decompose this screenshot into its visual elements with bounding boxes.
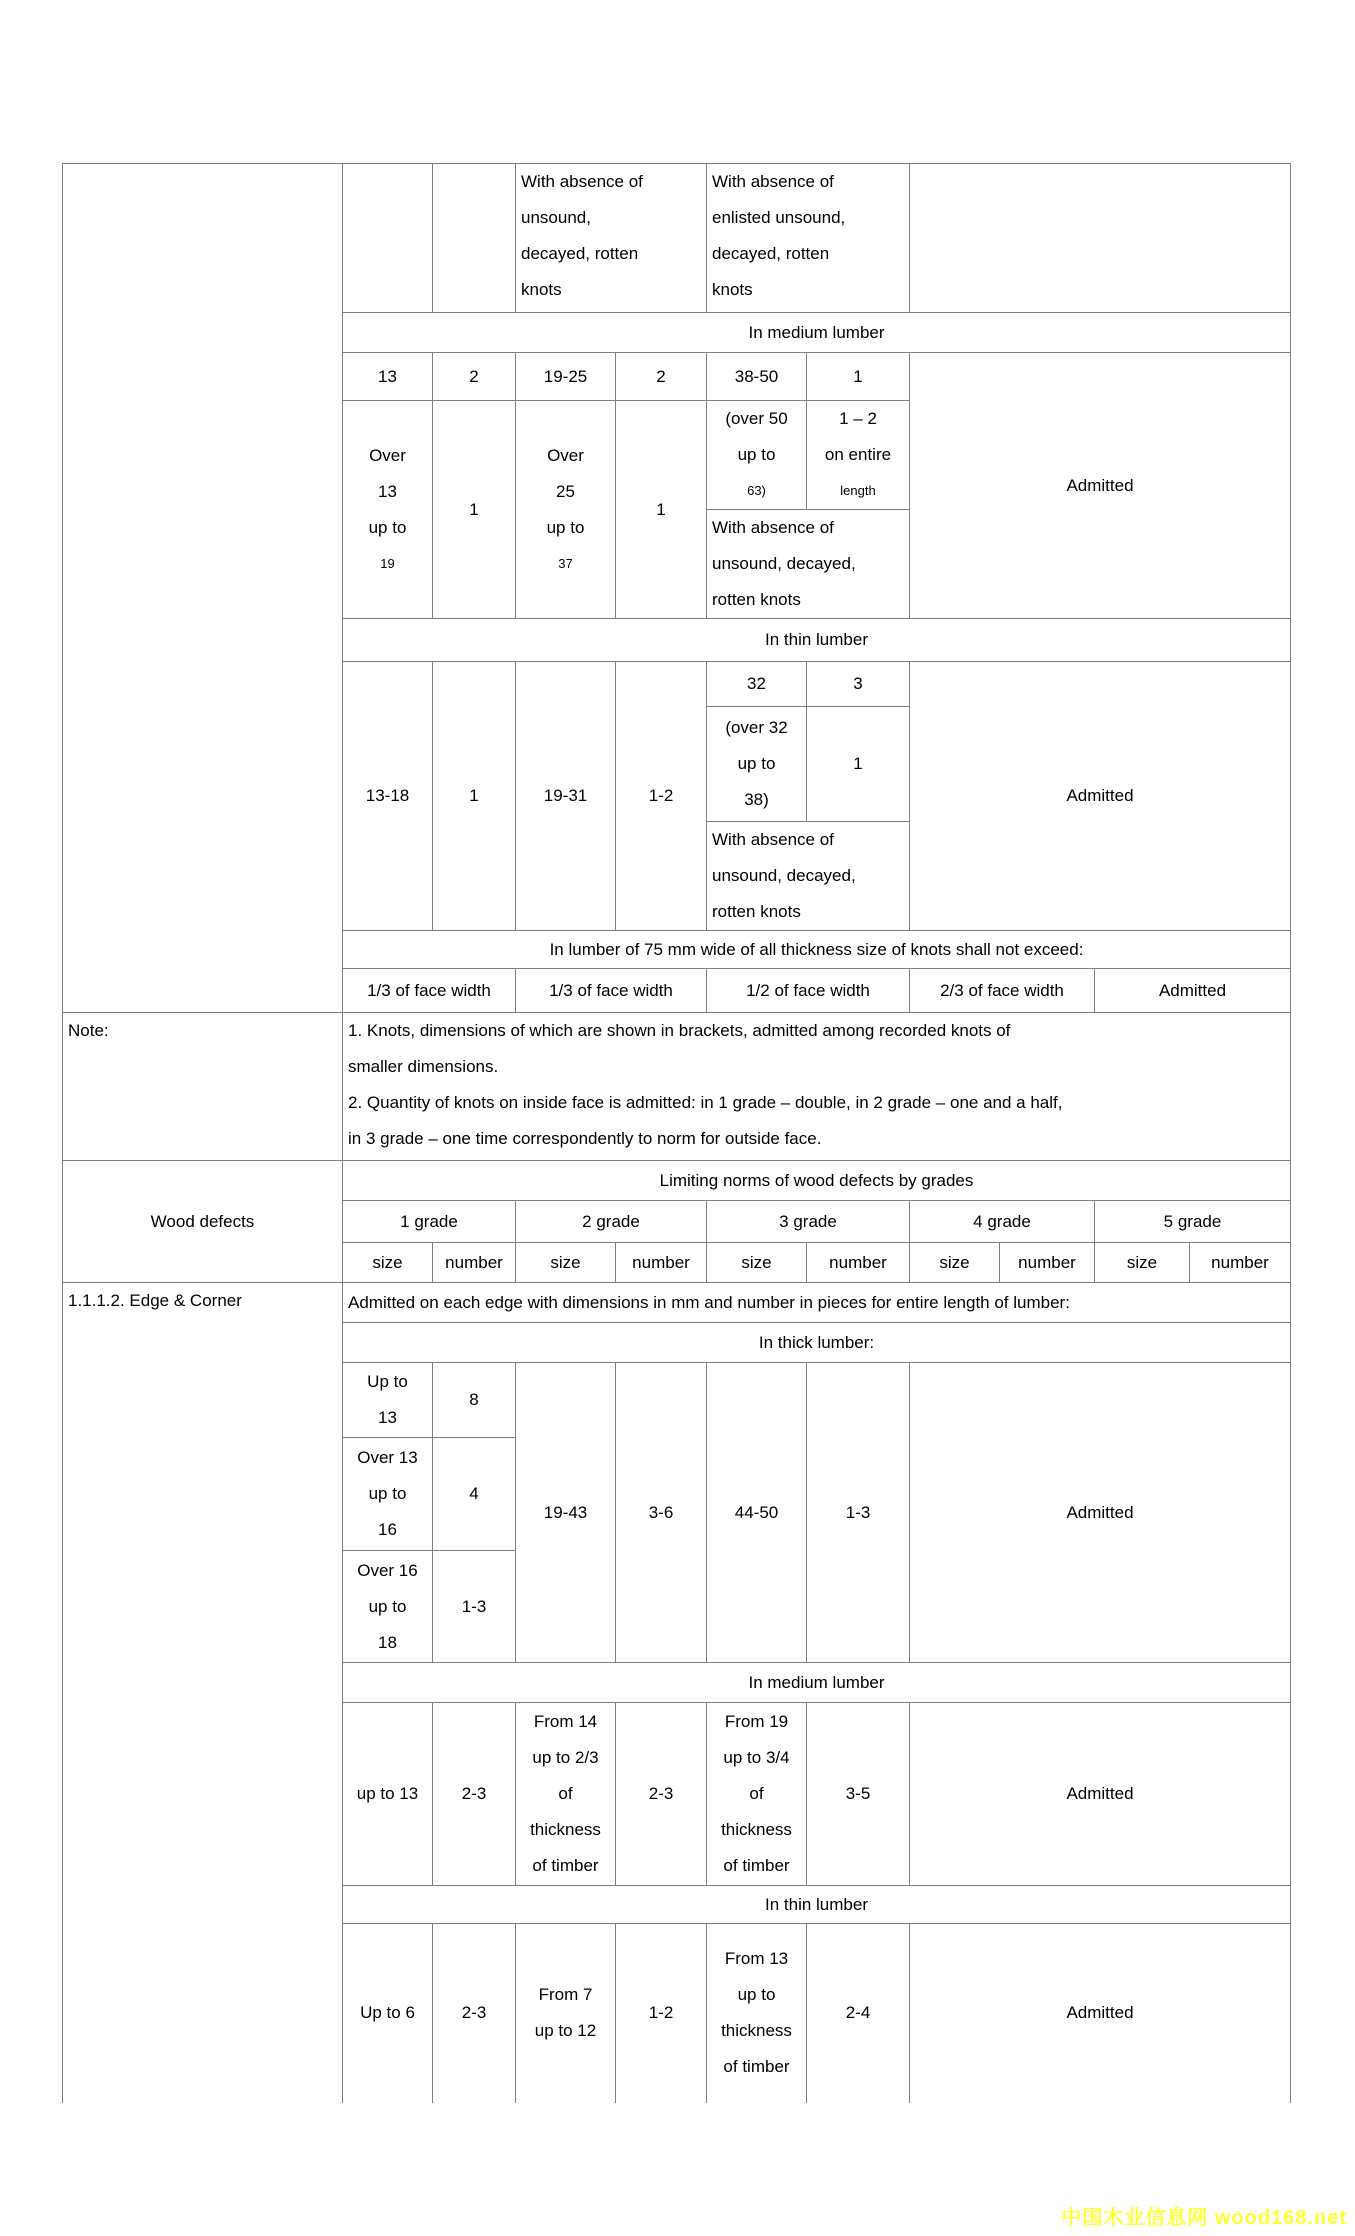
cell-line: With absence of	[712, 518, 834, 537]
table-cell: 1-2	[616, 662, 707, 931]
cell-line: From 14	[533, 1712, 598, 1731]
cell-line: smaller dimensions.	[348, 1057, 499, 1076]
table-cell	[707, 1703, 807, 1886]
cell-line: up to 12	[534, 2021, 597, 2041]
lumber-defects-table	[62, 163, 1291, 2103]
edge-corner-label: 1.1.1.2. Edge & Corner	[63, 1283, 343, 2103]
table-cell: 1	[433, 401, 516, 619]
cell-line: Up to	[367, 1372, 408, 1391]
table-cell: 4 grade	[910, 1201, 1095, 1243]
table-cell: 19-31	[516, 662, 616, 931]
table-cell: 38-50	[707, 353, 807, 401]
cell-line: up to	[737, 754, 776, 773]
cell-line: Over 16	[357, 1560, 418, 1580]
table-cell: 8	[433, 1363, 516, 1438]
section-header: In thin lumber	[343, 1886, 1291, 1924]
table-cell	[707, 164, 910, 313]
table-cell	[343, 1438, 433, 1551]
cell-line: of timber	[723, 1856, 790, 1875]
cell-line: 2. Quantity of knots on inside face is admitted: in 1 grade – double, in 2 grade – one and a half,	[348, 1093, 1063, 1112]
table-cell: Admitted	[910, 662, 1291, 931]
cell-line: With absence of	[712, 830, 834, 849]
cell-line: unsound,	[521, 208, 591, 227]
cell-line: of	[749, 1784, 764, 1803]
section-header: In thick lumber:	[343, 1323, 1291, 1363]
table-cell: 2/3 of face width	[910, 969, 1095, 1013]
table-cell: size	[707, 1243, 807, 1283]
cell-line: 16	[378, 1520, 397, 1539]
table-cell: 2	[433, 353, 516, 401]
table-cell: 19-25	[516, 353, 616, 401]
section-header: In medium lumber	[343, 1663, 1291, 1703]
cell-line: 63)	[747, 483, 766, 498]
cell-line: Over 13	[357, 1448, 418, 1467]
table-cell	[516, 401, 616, 619]
cell-line: 38)	[744, 790, 769, 809]
table-cell: 2-3	[433, 1924, 516, 2103]
cell-line: 25	[556, 481, 575, 501]
table-cell: Admitted	[910, 1924, 1291, 2103]
cell-line: of timber	[723, 2057, 790, 2077]
table-cell	[707, 707, 807, 822]
cell-line: enlisted unsound,	[712, 208, 846, 227]
table-cell: 5 grade	[1095, 1201, 1291, 1243]
cell-line: knots	[712, 280, 753, 299]
cell-line: on entire	[824, 445, 892, 464]
section-header: In thin lumber	[343, 619, 1291, 662]
table-cell: 3 grade	[707, 1201, 910, 1243]
table-cell: 1/3 of face width	[343, 969, 516, 1013]
cell-line: 37	[558, 555, 573, 571]
cell-line: Over	[547, 445, 584, 465]
cell-line: thickness	[530, 1820, 601, 1839]
table-cell: 1	[616, 401, 707, 619]
table-cell	[807, 401, 910, 510]
table-cell: 1-2	[616, 1924, 707, 2103]
cell-line: up to	[546, 517, 585, 537]
edge-corner-desc: Admitted on each edge with dimensions in mm and number in pieces for entire length of lumber:	[343, 1283, 1291, 1323]
table-cell: 1 grade	[343, 1201, 516, 1243]
table-cell: size	[1095, 1243, 1190, 1283]
cell-line: decayed, rotten	[712, 244, 830, 263]
cell-line: 18	[378, 1632, 397, 1652]
table-cell: Admitted	[910, 353, 1291, 619]
table-row	[63, 1283, 1291, 1323]
table-cell: 1/3 of face width	[516, 969, 707, 1013]
table-cell	[343, 164, 433, 313]
cell-line: rotten knots	[712, 902, 801, 921]
table-cell	[343, 1551, 433, 1663]
cell-line: From 7	[538, 1985, 593, 2005]
section-header: In lumber of 75 mm wide of all thickness size of knots shall not exceed:	[343, 931, 1291, 969]
cell-line: 19	[380, 555, 395, 571]
table-cell: 3-5	[807, 1703, 910, 1886]
table-cell: 2	[616, 353, 707, 401]
cell-line: rotten knots	[712, 590, 801, 609]
table-cell: Up to 6	[343, 1924, 433, 2103]
table-cell	[343, 401, 433, 619]
table-cell	[516, 1703, 616, 1886]
cell-line: in 3 grade – one time correspondently to norm for outside face.	[348, 1129, 822, 1148]
table-cell: 1/2 of face width	[707, 969, 910, 1013]
table-cell: 1-3	[807, 1363, 910, 1663]
cell-line: With absence of	[521, 172, 643, 191]
cell-line: (over 50	[725, 409, 788, 428]
cell-line: From 19	[724, 1712, 789, 1731]
cell-line: 13	[378, 481, 397, 501]
section-header: In medium lumber	[343, 313, 1291, 353]
table-cell: Admitted	[910, 1703, 1291, 1886]
cell-line: unsound, decayed,	[712, 866, 856, 885]
cell-line: up to	[368, 517, 407, 537]
table-cell: 19-43	[516, 1363, 616, 1663]
cell-line: knots	[521, 280, 562, 299]
section-header: Limiting norms of wood defects by grades	[343, 1161, 1291, 1201]
cell-line: length	[840, 483, 876, 498]
cell-line: (over 32	[725, 718, 788, 737]
table-row	[63, 1013, 1291, 1161]
table-cell	[343, 1363, 433, 1438]
cell-line: up to	[737, 445, 776, 464]
table-cell: Admitted	[910, 1363, 1291, 1663]
table-cell: number	[1000, 1243, 1095, 1283]
corner-blank-label	[63, 164, 343, 1013]
watermark-text: 中国木业信息网 wood168.net	[1061, 2207, 1347, 2229]
cell-line: up to	[368, 1596, 407, 1616]
cell-line: 13	[378, 1408, 397, 1427]
cell-line: thickness	[721, 1820, 792, 1839]
table-cell: 3-6	[616, 1363, 707, 1663]
table-cell: 2 grade	[516, 1201, 707, 1243]
table-cell: 2-3	[433, 1703, 516, 1886]
cell-line: up to 3/4	[723, 1748, 790, 1767]
table-cell: number	[1190, 1243, 1291, 1283]
cell-line: unsound, decayed,	[712, 554, 856, 573]
table-cell: number	[616, 1243, 707, 1283]
table-cell: 32	[707, 662, 807, 707]
table-cell	[910, 164, 1291, 313]
table-cell	[707, 1924, 807, 2103]
table-cell: number	[433, 1243, 516, 1283]
table-row	[63, 164, 1291, 313]
cell-line: From 13	[724, 1949, 789, 1969]
cell-line: Over	[369, 445, 406, 465]
cell-line: 1 – 2	[839, 409, 877, 428]
cell-line: of timber	[532, 1856, 599, 1875]
cell-line: thickness	[721, 2021, 792, 2041]
table-cell	[707, 822, 910, 931]
table-cell: 1-3	[433, 1551, 516, 1663]
table-cell: 3	[807, 662, 910, 707]
cell-line: of	[558, 1784, 573, 1803]
note-label: Note:	[63, 1013, 343, 1161]
table-cell: size	[343, 1243, 433, 1283]
cell-line: up to 2/3	[532, 1748, 599, 1767]
table-row	[63, 1161, 1291, 1201]
table-cell: 13	[343, 353, 433, 401]
table-cell: number	[807, 1243, 910, 1283]
table-cell: 1	[807, 353, 910, 401]
table-cell: size	[516, 1243, 616, 1283]
cell-line: decayed, rotten	[521, 244, 639, 263]
table-cell: 2-3	[616, 1703, 707, 1886]
table-cell: Admitted	[1095, 969, 1291, 1013]
cell-line: up to	[368, 1484, 407, 1503]
table-cell: up to 13	[343, 1703, 433, 1886]
table-cell: 44-50	[707, 1363, 807, 1663]
cell-line: 1. Knots, dimensions of which are shown in brackets, admitted among recorded knots of	[348, 1021, 1011, 1040]
table-cell: 4	[433, 1438, 516, 1551]
wood-defects-label: Wood defects	[63, 1161, 343, 1283]
table-cell: 1	[807, 707, 910, 822]
cell-line: up to	[737, 1985, 776, 2005]
table-cell	[433, 164, 516, 313]
table-cell: size	[910, 1243, 1000, 1283]
note-text	[343, 1013, 1291, 1161]
table-cell	[516, 164, 707, 313]
cell-line: With absence of	[712, 172, 834, 191]
table-cell: 2-4	[807, 1924, 910, 2103]
table-cell	[707, 510, 910, 619]
table-cell	[516, 1924, 616, 2103]
table-cell: 13-18	[343, 662, 433, 931]
table-cell: 1	[433, 662, 516, 931]
table-cell	[707, 401, 807, 510]
